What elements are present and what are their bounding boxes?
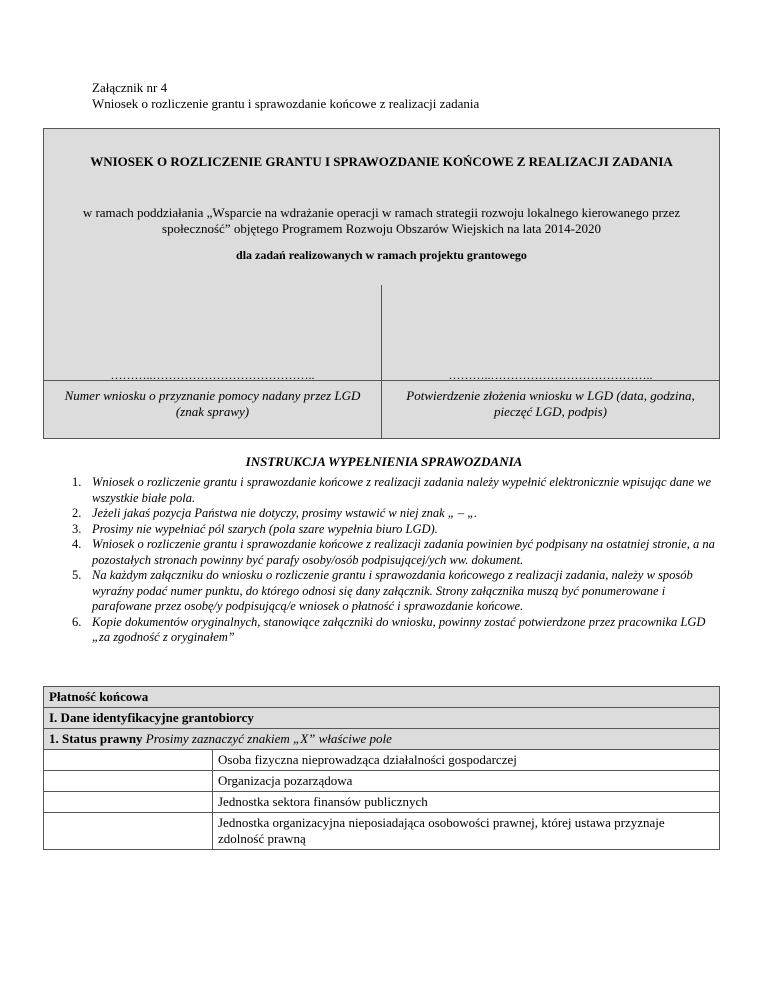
- list-item: [72, 537, 718, 568]
- instructions-list: [72, 475, 718, 646]
- item-text: Kopie dokumentów oryginalnych, stanowiące załączniki do wniosku, powinny zostać potwierdzone przez pracownika LGD „za zgodność z oryginałem”: [92, 614, 706, 644]
- program-description: w ramach poddziałania „Wsparcie na wdrażanie operacji w ramach strategii rozwoju lokalnego kierowanego przez społeczność” objętego Programem Rozwoju Obszarów Wiejskich na lata 2014-2020: [82, 205, 681, 236]
- payment-type-header: Płatność końcowa: [44, 687, 720, 708]
- item-text: Wniosek o rozliczenie grantu i sprawozdanie końcowe z realizacji zadania należy wypełnić elektronicznie wpisując dane we wszystkie białe pola.: [92, 475, 712, 505]
- document-header: [92, 80, 479, 112]
- list-item: [72, 475, 718, 506]
- checkbox-cell[interactable]: [44, 813, 213, 850]
- list-item: [72, 506, 718, 522]
- item-text: Na każdym załączniku do wniosku o rozliczenie grantu i sprawozdania końcowego z realizacji zadania, należy w sposób wyraźny podać numer punktu, do którego odnosi się dany załącznik. Strony załącznika muszą być ponumerowane i parafowane przez osobę/y podpisującą/e wniosek o płatność i sprawozdanie końcowe.: [92, 568, 693, 613]
- application-number-label: Numer wniosku o przyznanie pomocy nadany przez LGD (znak sprawy): [64, 388, 361, 419]
- submission-confirmation-label: Potwierdzenie złożenia wniosku w LGD (data, godzina, pieczęć LGD, podpis): [406, 388, 695, 419]
- form-title: WNIOSEK O ROZLICZENIE GRANTU I SPRAWOZDANIE KOŃCOWE Z REALIZACJI ZADANIA: [90, 154, 673, 169]
- section-identification-header: I. Dane identyfikacyjne grantobiorcy: [44, 708, 720, 729]
- item-number: 1.: [72, 475, 82, 489]
- checkbox-cell[interactable]: [44, 750, 213, 771]
- item-text: Wniosek o rozliczenie grantu i sprawozdanie końcowe z realizacji zadania powinien być podpisany na ostatniej stronie, a na pozostałych stronach powinny być parafy osoby/osób podpisującej/ych ww. dokument.: [92, 537, 715, 567]
- divider: [44, 380, 381, 381]
- item-number: 2.: [72, 506, 82, 520]
- list-item: [72, 614, 718, 646]
- option-label: Organizacja pozarządowa: [213, 771, 720, 792]
- checkbox-cell[interactable]: [44, 771, 213, 792]
- dotted-line: ………..…………………………………..: [110, 368, 315, 382]
- checkbox-cell[interactable]: [44, 792, 213, 813]
- grant-project-note: dla zadań realizowanych w ramach projektu grantowego: [236, 248, 527, 262]
- grantee-form-table: [43, 686, 720, 850]
- item-number: 4.: [72, 537, 82, 551]
- item-number: 6.: [72, 614, 82, 629]
- submission-confirmation-field: [381, 285, 719, 438]
- option-label: Jednostka organizacyjna nieposiadająca osobowości prawnej, której ustawa przyznaje zdolność prawną: [213, 813, 720, 850]
- legal-status-label: 1. Status prawny: [49, 731, 143, 746]
- option-label: Osoba fizyczna nieprowadząca działalności gospodarczej: [213, 750, 720, 771]
- application-number-field: [44, 285, 381, 438]
- signature-row: [43, 285, 720, 439]
- dotted-line: ………..…………………………………..: [448, 368, 653, 382]
- item-number: 3.: [72, 521, 82, 536]
- list-item: [72, 568, 718, 615]
- title-box: [43, 128, 720, 286]
- document-subtitle: Wniosek o rozliczenie grantu i sprawozdanie końcowe z realizacji zadania: [92, 96, 480, 111]
- option-label: Jednostka sektora finansów publicznych: [213, 792, 720, 813]
- item-text: Prosimy nie wypełniać pól szarych (pola szare wypełnia biuro LGD).: [92, 521, 438, 536]
- item-number: 5.: [72, 568, 82, 582]
- divider: [382, 380, 719, 381]
- list-item: [72, 521, 718, 538]
- item-text: Jeżeli jakaś pozycja Państwa nie dotyczy, prosimy wstawić w niej znak „ – „.: [92, 506, 478, 520]
- attachment-number: Załącznik nr 4: [92, 80, 168, 95]
- legal-status-header: [44, 729, 720, 750]
- legal-status-hint: Prosimy zaznaczyć znakiem „X” właściwe pole: [145, 731, 392, 746]
- instructions-title: INSTRUKCJA WYPEŁNIENIA SPRAWOZDANIA: [245, 454, 523, 469]
